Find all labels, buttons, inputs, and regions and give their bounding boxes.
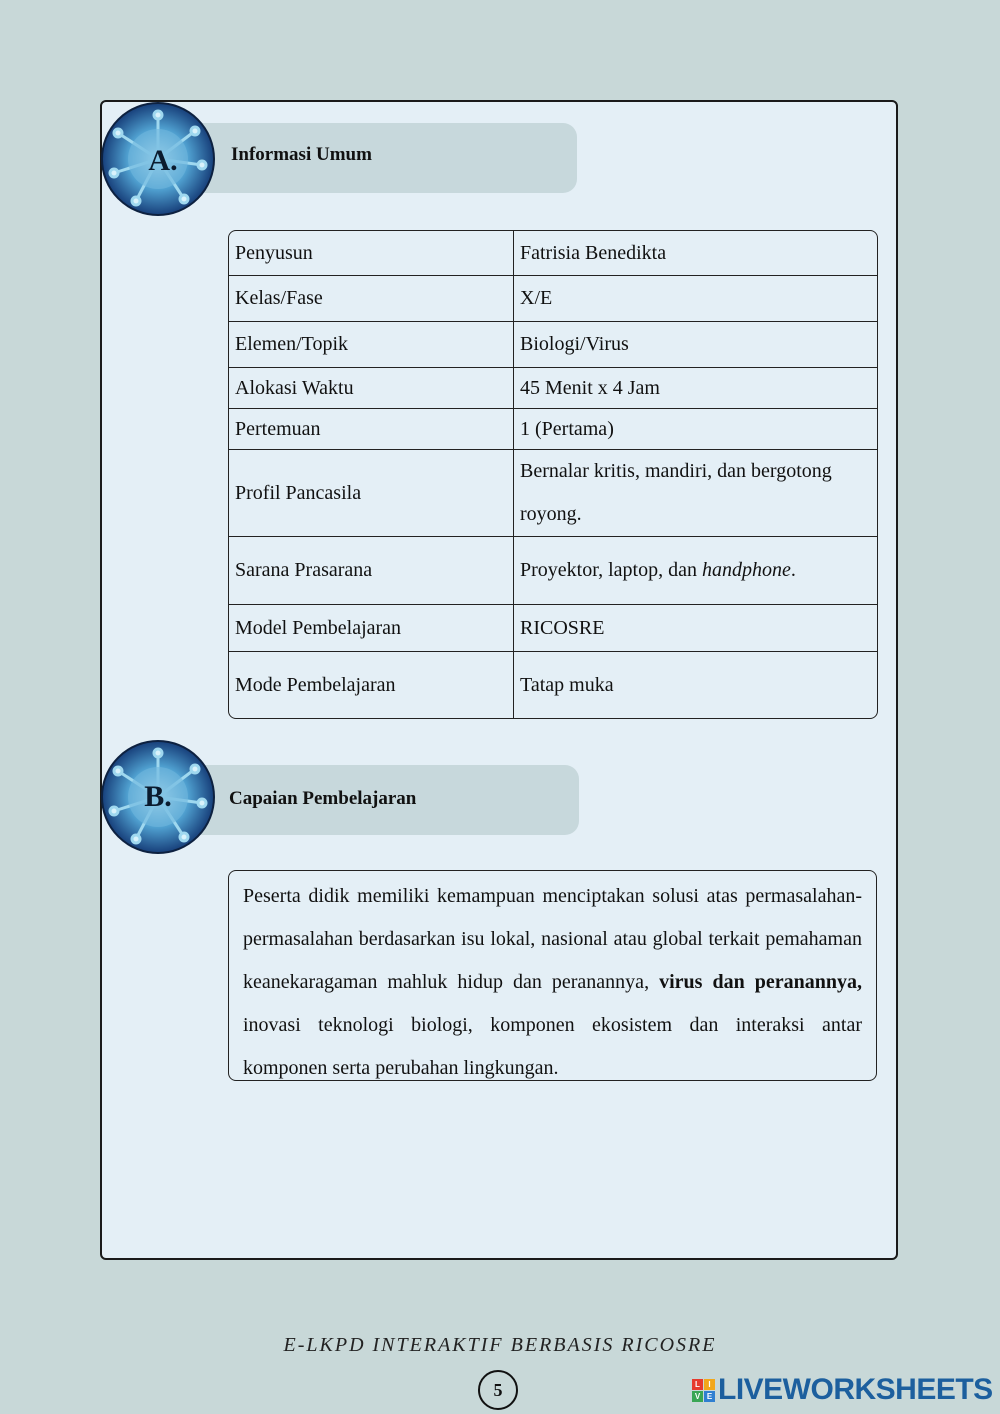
footer-title: E-LKPD INTERAKTIF BERBASIS RICOSRE bbox=[283, 1334, 717, 1356]
info-key: Mode Pembelajaran bbox=[229, 652, 514, 718]
info-value: Biologi/Virus bbox=[514, 322, 877, 368]
badge-letter: E bbox=[704, 1391, 715, 1402]
info-value: X/E bbox=[514, 276, 877, 322]
info-key: Pertemuan bbox=[229, 409, 514, 450]
info-key: Model Pembelajaran bbox=[229, 605, 514, 652]
info-value bbox=[514, 537, 877, 605]
section-b-letter: B. bbox=[144, 780, 172, 813]
info-table bbox=[228, 230, 878, 719]
info-key: Profil Pancasila bbox=[229, 450, 514, 537]
capaian-text-end: inovasi teknologi biologi, komponen ekosistem dan interaksi antar komponen serta perubahan lingkungan. bbox=[243, 1014, 862, 1079]
value-text: Proyektor, laptop, dan bbox=[520, 559, 702, 581]
value-italic: handphone bbox=[701, 559, 791, 581]
info-value: 1 (Pertama) bbox=[514, 409, 877, 450]
liveworksheets-logo bbox=[692, 1374, 993, 1406]
section-a-letter: A. bbox=[148, 144, 178, 177]
info-value: Tatap muka bbox=[520, 673, 614, 696]
info-key: Penyusun bbox=[229, 231, 514, 276]
value-suffix: . bbox=[790, 559, 796, 581]
info-key: Alokasi Waktu bbox=[229, 368, 514, 409]
table-row bbox=[229, 409, 877, 450]
table-row bbox=[229, 368, 877, 409]
info-value: Fatrisia Benedikta bbox=[514, 231, 877, 276]
table-row bbox=[229, 537, 877, 605]
page-number: 5 bbox=[478, 1370, 518, 1410]
section-b-title: Capaian Pembelajaran bbox=[229, 788, 417, 809]
info-value: 45 Menit x 4 Jam bbox=[514, 368, 877, 409]
info-key: Elemen/Topik bbox=[229, 322, 514, 368]
info-key: Kelas/Fase bbox=[229, 276, 514, 322]
capaian-text: Peserta didik memiliki kemampuan menciptakan solusi atas permasalahan-permasalahan berdasarkan isu lokal, nasional atau global terkait pemahaman keanekaragaman mahluk hidup dan peranannya, bbox=[243, 885, 862, 993]
capaian-box bbox=[228, 870, 877, 1081]
table-row bbox=[229, 231, 877, 276]
capaian-bold-text: virus dan peranannya, bbox=[659, 971, 862, 993]
info-value: RICOSRE bbox=[514, 605, 877, 652]
table-row bbox=[229, 450, 877, 537]
table-row bbox=[229, 605, 877, 652]
table-row bbox=[229, 276, 877, 322]
table-row bbox=[229, 652, 877, 718]
badge-letter: V bbox=[692, 1391, 703, 1402]
table-row bbox=[229, 322, 877, 368]
badge-letter: I bbox=[704, 1379, 715, 1390]
section-a-title: Informasi Umum bbox=[231, 144, 372, 165]
logo-text: LIVEWORKSHEETS bbox=[718, 1373, 993, 1406]
badge-letter: L bbox=[692, 1379, 703, 1390]
info-value: Bernalar kritis, mandiri, dan bergotong royong. bbox=[514, 450, 877, 537]
logo-badge-icon bbox=[692, 1379, 715, 1402]
info-key: Sarana Prasarana bbox=[229, 537, 514, 605]
